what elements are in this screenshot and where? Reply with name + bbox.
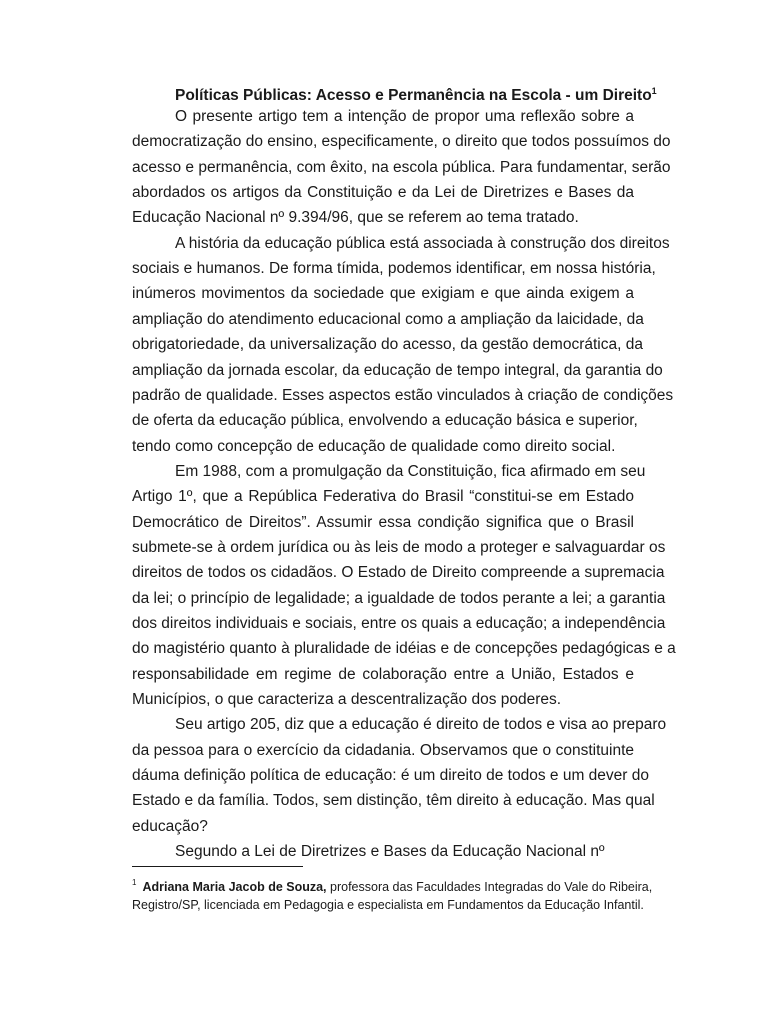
body-line: ampliação da jornada escolar, da educação de tempo integral, da garantia do	[132, 362, 663, 379]
body-line: da lei; o princípio de legalidade; a igualdade de todos perante a lei; a garantia	[132, 590, 666, 607]
body-line: obrigatoriedade, da universalização do acesso, da gestão democrática, da	[132, 336, 643, 353]
body-line: Educação Nacional nº 9.394/96, que se referem ao tema tratado.	[132, 209, 579, 226]
body-line: inúmeros movimentos da sociedade que exigiam e que ainda exigem a	[132, 285, 634, 302]
footnote-line-1: $^1$ Adriana Maria Jacob de Souza, professora das Faculdades Integradas do Vale do Ribeira,	[132, 878, 653, 894]
body-line: submete-se à ordem jurídica ou às leis de modo a proteger e salvaguardar os	[132, 539, 666, 556]
footnote-separator	[132, 866, 303, 867]
body-line: Municípios, o que caracteriza a descentralização dos poderes.	[132, 691, 562, 708]
body-line: Estado e da família. Todos, sem distinção, têm direito à educação. Mas qual	[132, 792, 655, 809]
body-line: Democrático de Direitos”. Assumir essa condição significa que o Brasil	[132, 514, 634, 531]
body-line: dos direitos individuais e sociais, entre os quais a educação; a independência	[132, 615, 666, 632]
body-line: Em 1988, com a promulgação da Constituição, fica afirmado em seu	[175, 463, 646, 480]
body-line: do magistério quanto à pluralidade de idéias e de concepções pedagógicas e a	[132, 640, 676, 657]
footnote-mark: 1	[132, 878, 137, 887]
body-line: sociais e humanos. De forma tímida, podemos identificar, em nossa história,	[132, 260, 656, 277]
body-line: direitos de todos os cidadãos. O Estado de Direito compreende a supremacia	[132, 564, 665, 581]
body-line: democratização do ensino, especificamente, o direito que todos possuímos do	[132, 133, 671, 150]
document-title: Políticas Públicas: Acesso e Permanência na Escola - um Direito$^1$	[175, 86, 657, 104]
body-line: abordados os artigos da Constituição e da Lei de Diretrizes e Bases da	[132, 184, 634, 201]
body-line: responsabilidade em regime de colaboração entre a União, Estados e	[132, 666, 634, 683]
body-line: Seu artigo 205, diz que a educação é direito de todos e visa ao preparo	[175, 716, 667, 733]
body-line: tendo como concepção de educação de qualidade como direito social.	[132, 438, 616, 455]
body-line: acesso e permanência, com êxito, na escola pública. Para fundamentar, serão	[132, 159, 671, 176]
body-line: Segundo a Lei de Diretrizes e Bases da Educação Nacional nº	[175, 843, 605, 860]
body-line: da pessoa para o exercício da cidadania. Observamos que o constituinte	[132, 742, 634, 759]
body-line: A história da educação pública está associada à construção dos direitos	[175, 235, 670, 252]
title-footnote-mark: 1	[651, 86, 657, 96]
body-line: padrão de qualidade. Esses aspectos estão vinculados à criação de condições	[132, 387, 674, 404]
body-line: ampliação do atendimento educacional como a ampliação da laicidade, da	[132, 311, 644, 328]
body-line: O presente artigo tem a intenção de propor uma reflexão sobre a	[175, 108, 634, 125]
footnote-line-2: Registro/SP, licenciada em Pedagogia e especialista em Fundamentos da Educação Infantil.	[132, 898, 644, 912]
body-line: educação?	[132, 818, 208, 835]
body-line: de oferta da educação pública, envolvendo a educação básica e superior,	[132, 412, 638, 429]
footnote-author: Adriana Maria Jacob de Souza,	[142, 880, 327, 894]
body-line: Artigo 1º, que a República Federativa do Brasil “constitui-se em Estado	[132, 488, 634, 505]
body-line: dáuma definição política de educação: é um direito de todos e um dever do	[132, 767, 649, 784]
